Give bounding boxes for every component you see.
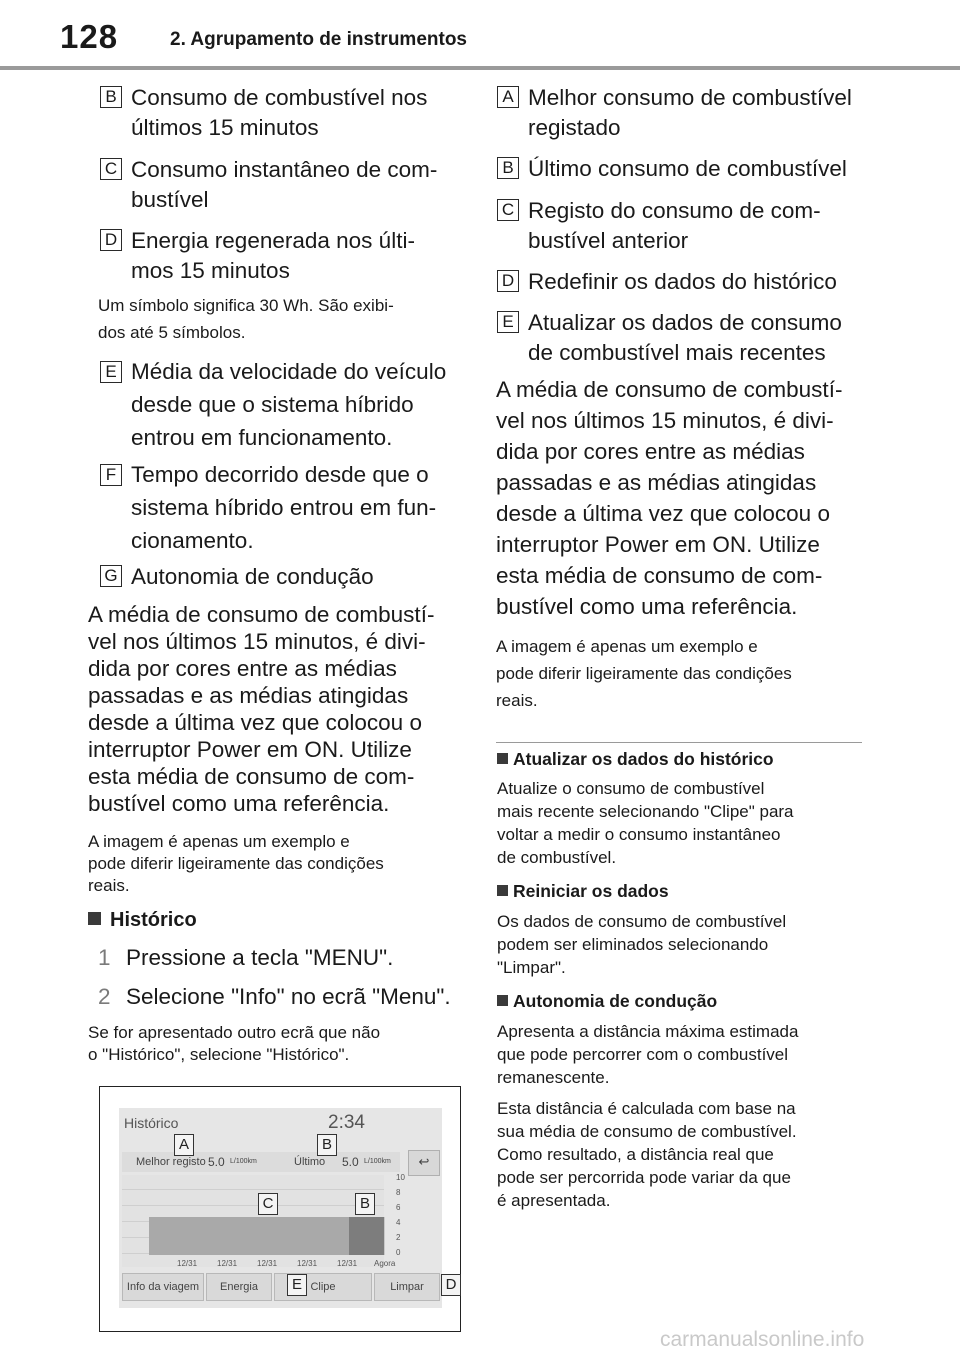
history-bar	[269, 1217, 310, 1255]
note-line: A imagem é apenas um exemplo e	[496, 637, 758, 656]
subheading-reset	[497, 880, 669, 902]
grid-line	[122, 1205, 384, 1206]
para-line: vel nos últimos 15 minutos, é divi-	[496, 408, 834, 433]
screen-clock: 2:34	[328, 1112, 365, 1133]
para-line: interruptor Power em ON. Utilize	[496, 532, 820, 557]
legend-text: de combustível mais recentes	[528, 340, 826, 365]
back-button: ↩	[408, 1150, 440, 1176]
legend-key: G	[100, 565, 122, 587]
note-line: reais.	[88, 876, 130, 895]
image-note	[496, 633, 876, 714]
last-record-label: Último	[294, 1156, 326, 1168]
body-line: pode ser percorrida pode variar da que	[497, 1168, 791, 1187]
body-line: Atualize o consumo de combustível	[497, 779, 765, 798]
history-graph	[122, 1175, 384, 1267]
legend-item-f	[100, 458, 460, 552]
legend-text: Média da velocidade do veículo	[131, 359, 447, 384]
last-record-unit: L/100km	[364, 1158, 391, 1165]
legend-key: D	[100, 229, 122, 251]
y-tick: 2	[396, 1233, 401, 1242]
screen-title: Histórico	[124, 1115, 179, 1131]
legend-text: Atualizar os dados de consumo	[528, 310, 842, 335]
screen-button-bar	[122, 1273, 440, 1303]
legend-key: C	[497, 199, 519, 221]
history-bar	[149, 1217, 190, 1255]
legend-item-g	[100, 562, 460, 592]
legend-text: Melhor consumo de combustível	[528, 85, 852, 110]
page-number: 128	[60, 18, 119, 55]
body-line: Esta distância é calculada com base na	[497, 1099, 796, 1118]
best-record-label: Melhor registo	[136, 1156, 206, 1168]
para-line: A média de consumo de combustí-	[88, 602, 435, 627]
callout-a: A	[174, 1134, 194, 1156]
para-line: passadas e as médias atingidas	[88, 683, 409, 708]
legend-item-e	[497, 308, 867, 370]
x-tick: 12/31	[177, 1259, 198, 1268]
body-line: mais recente selecionando "Clipe" para	[497, 802, 794, 821]
clear-button: Limpar	[374, 1273, 440, 1301]
callout-b2: B	[355, 1193, 375, 1215]
legend-key: F	[100, 464, 122, 486]
note-line: o "Histórico", selecione "Histórico".	[88, 1045, 350, 1064]
legend-item-a	[497, 83, 867, 145]
clip-button: Clipe	[274, 1273, 372, 1301]
watermark: carmanualsonline.info	[660, 1328, 865, 1351]
legend-item-c	[497, 196, 867, 258]
body-paragraph	[88, 601, 468, 817]
square-bullet-icon	[497, 995, 508, 1006]
legend-item-e	[100, 355, 460, 449]
update-text	[497, 777, 877, 869]
header-rule	[0, 66, 960, 70]
history-screen	[119, 1108, 442, 1308]
para-line: esta média de consumo de com-	[496, 563, 823, 588]
subheading-text: Atualizar os dados do histórico	[513, 749, 774, 769]
body-line: Apresenta a distância máxima estimada	[497, 1022, 799, 1041]
para-line: dida por cores entre as médias	[496, 439, 805, 464]
body-line: sua média de consumo de combustível.	[497, 1122, 797, 1141]
range-text	[497, 1020, 877, 1089]
note-line: reais.	[496, 691, 538, 710]
legend-text: sistema híbrido entrou em fun-	[131, 495, 437, 520]
callout-e: E	[287, 1274, 307, 1296]
legend-text: entrou em funcionamento.	[131, 425, 393, 450]
image-note	[88, 831, 468, 897]
legend-text: Registo do consumo de com-	[528, 198, 821, 223]
step-text: Pressione a tecla "MENU".	[126, 945, 394, 970]
step-text: Selecione "Info" no ecrã "Menu".	[126, 984, 451, 1009]
body-line: Como resultado, a distância real que	[497, 1145, 774, 1164]
step-number: 2	[98, 984, 111, 1009]
current-bar	[349, 1217, 385, 1255]
legend-item-c	[100, 155, 460, 217]
y-tick: 4	[396, 1218, 401, 1227]
legend-key: C	[100, 158, 122, 180]
legend-text: Energia regenerada nos últi-	[131, 228, 415, 253]
subheading-update	[497, 748, 774, 770]
range-text-2	[497, 1097, 877, 1212]
legend-item-d	[100, 226, 460, 288]
square-bullet-icon	[88, 912, 101, 925]
legend-text: Último consumo de combustível	[528, 156, 847, 181]
legend-text: cionamento.	[131, 528, 254, 553]
legend-key: A	[497, 86, 519, 108]
note-line: A imagem é apenas um exemplo e	[88, 832, 350, 851]
chapter-title: 2. Agrupamento de instrumentos	[170, 29, 467, 50]
legend-key: E	[100, 361, 122, 383]
para-line: bustível como uma referência.	[88, 791, 390, 816]
x-tick: 12/31	[337, 1259, 358, 1268]
body-line: voltar a medir o consumo instantâneo	[497, 825, 781, 844]
para-line: passadas e as médias atingidas	[496, 470, 817, 495]
note-line: dos até 5 símbolos.	[98, 323, 246, 342]
section-title: Histórico	[110, 909, 197, 931]
trip-info-button: Info da viagem	[122, 1273, 204, 1301]
legend-item-b	[100, 83, 460, 145]
para-line: desde a última vez que colocou o	[496, 501, 830, 526]
body-paragraph	[496, 374, 876, 622]
best-record-value: 5.0	[208, 1155, 225, 1169]
square-bullet-icon	[497, 885, 508, 896]
history-bar	[229, 1217, 270, 1255]
symbol-note	[98, 292, 468, 346]
square-bullet-icon	[497, 753, 508, 764]
energy-button: Energia	[206, 1273, 272, 1301]
step-1	[98, 943, 393, 973]
body-line: remanescente.	[497, 1068, 610, 1087]
y-tick: 10	[396, 1173, 405, 1182]
callout-c: C	[258, 1193, 278, 1215]
legend-text: Consumo instantâneo de com-	[131, 157, 438, 182]
section-divider	[496, 742, 862, 743]
para-line: interruptor Power em ON. Utilize	[88, 737, 412, 762]
body-line: podem ser eliminados selecionando	[497, 935, 769, 954]
last-record-value: 5.0	[342, 1155, 359, 1169]
body-line: de combustível.	[497, 848, 617, 867]
history-bar	[189, 1217, 230, 1255]
legend-text: bustível anterior	[528, 228, 689, 253]
x-tick: 12/31	[217, 1259, 238, 1268]
para-line: dida por cores entre as médias	[88, 656, 397, 681]
legend-text: desde que o sistema híbrido	[131, 392, 414, 417]
body-line: "Limpar".	[497, 958, 566, 977]
note-line: pode diferir ligeiramente das condições	[88, 854, 384, 873]
para-line: bustível como uma referência.	[496, 594, 798, 619]
note-line: Se for apresentado outro ecrã que não	[88, 1023, 381, 1042]
y-tick: 0	[396, 1248, 401, 1257]
best-record-unit: L/100km	[230, 1158, 257, 1165]
reset-text	[497, 910, 877, 979]
x-tick: Agora	[374, 1259, 396, 1268]
steps-note	[88, 1022, 468, 1066]
subheading-range	[497, 990, 717, 1012]
para-line: desde a última vez que colocou o	[88, 710, 422, 735]
callout-d: D	[441, 1274, 461, 1296]
step-2	[98, 982, 451, 1012]
legend-text: últimos 15 minutos	[131, 115, 319, 140]
legend-text: mos 15 minutos	[131, 258, 290, 283]
legend-item-b	[497, 154, 867, 184]
note-line: pode diferir ligeiramente das condições	[496, 664, 792, 683]
legend-key: E	[497, 311, 519, 333]
body-line: que pode percorrer com o combustível	[497, 1045, 789, 1064]
x-tick: 12/31	[257, 1259, 278, 1268]
body-line: Os dados de consumo de combustível	[497, 912, 787, 931]
y-tick: 8	[396, 1188, 401, 1197]
para-line: vel nos últimos 15 minutos, é divi-	[88, 629, 426, 654]
y-tick: 6	[396, 1203, 401, 1212]
legend-key: B	[497, 157, 519, 179]
legend-text: Consumo de combustível nos	[131, 85, 428, 110]
callout-b: B	[317, 1134, 337, 1156]
step-number: 1	[98, 945, 111, 970]
subheading-text: Autonomia de condução	[513, 991, 718, 1011]
note-line: Um símbolo significa 30 Wh. São exibi-	[98, 296, 394, 315]
section-heading	[88, 908, 197, 932]
legend-text: Tempo decorrido desde que o	[131, 462, 429, 487]
legend-item-d	[497, 267, 867, 297]
grid-line	[122, 1189, 384, 1190]
legend-text: bustível	[131, 187, 209, 212]
legend-key: B	[100, 86, 122, 108]
x-tick: 12/31	[297, 1259, 318, 1268]
legend-text: registado	[528, 115, 621, 140]
history-bar	[309, 1217, 350, 1255]
para-line: A média de consumo de combustí-	[496, 377, 843, 402]
body-line: é apresentada.	[497, 1191, 611, 1210]
legend-text: Autonomia de condução	[131, 564, 374, 589]
para-line: esta média de consumo de com-	[88, 764, 415, 789]
legend-text: Redefinir os dados do histórico	[528, 269, 837, 294]
records-row	[122, 1152, 400, 1172]
subheading-text: Reiniciar os dados	[513, 881, 669, 901]
legend-key: D	[497, 270, 519, 292]
